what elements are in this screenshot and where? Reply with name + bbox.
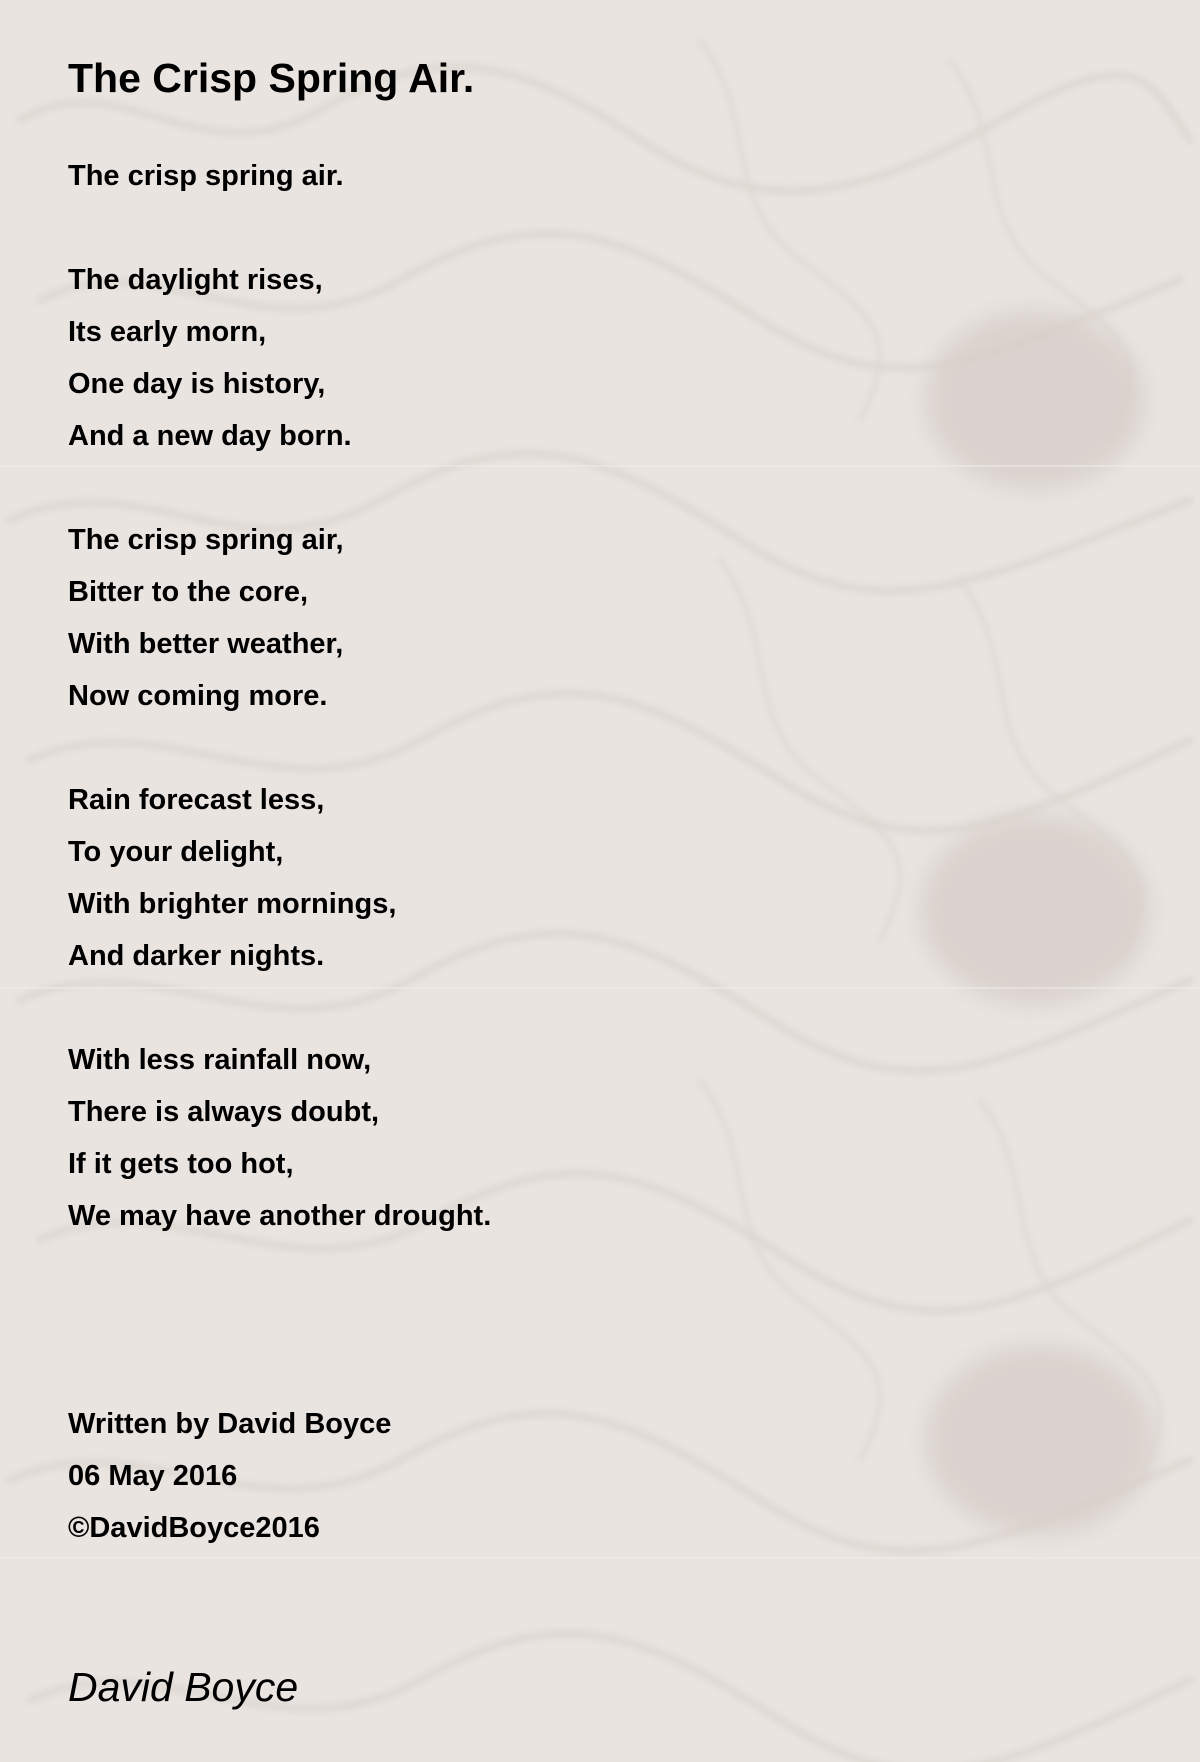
poem-line: With less rainfall now, bbox=[68, 1044, 372, 1076]
poem-line: One day is history, bbox=[68, 368, 326, 400]
poem-line: And darker nights. bbox=[68, 940, 325, 972]
poem-line: 06 May 2016 bbox=[68, 1460, 238, 1492]
poem-line: To your delight, bbox=[68, 836, 284, 868]
poem-line: The daylight rises, bbox=[68, 264, 323, 296]
author-signature: David Boyce bbox=[68, 1664, 299, 1710]
poem-line: And a new day born. bbox=[68, 420, 352, 452]
poem-title: The Crisp Spring Air. bbox=[68, 55, 475, 101]
poem-line: The crisp spring air, bbox=[68, 524, 344, 556]
poem-line: ©DavidBoyce2016 bbox=[68, 1512, 320, 1544]
stanza-break bbox=[68, 202, 491, 254]
poem-body bbox=[68, 150, 491, 1554]
stanza-break bbox=[68, 1346, 491, 1398]
poem-line: We may have another drought. bbox=[68, 1200, 492, 1232]
stanza-break bbox=[68, 722, 491, 774]
poem-line: If it gets too hot, bbox=[68, 1148, 294, 1180]
poem-line: With better weather, bbox=[68, 628, 344, 660]
poem-line: Written by David Boyce bbox=[68, 1408, 392, 1440]
poem-line: Now coming more. bbox=[68, 680, 328, 712]
poem-line: Bitter to the core, bbox=[68, 576, 309, 608]
poem-line: There is always doubt, bbox=[68, 1096, 380, 1128]
stanza-break bbox=[68, 1242, 491, 1294]
stanza-break bbox=[68, 1294, 491, 1346]
poem-line: Its early morn, bbox=[68, 316, 267, 348]
poem-line: The crisp spring air. bbox=[68, 160, 344, 192]
poem-line: With brighter mornings, bbox=[68, 888, 397, 920]
poem-line: Rain forecast less, bbox=[68, 784, 325, 816]
stanza-break bbox=[68, 982, 491, 1034]
stanza-break bbox=[68, 462, 491, 514]
